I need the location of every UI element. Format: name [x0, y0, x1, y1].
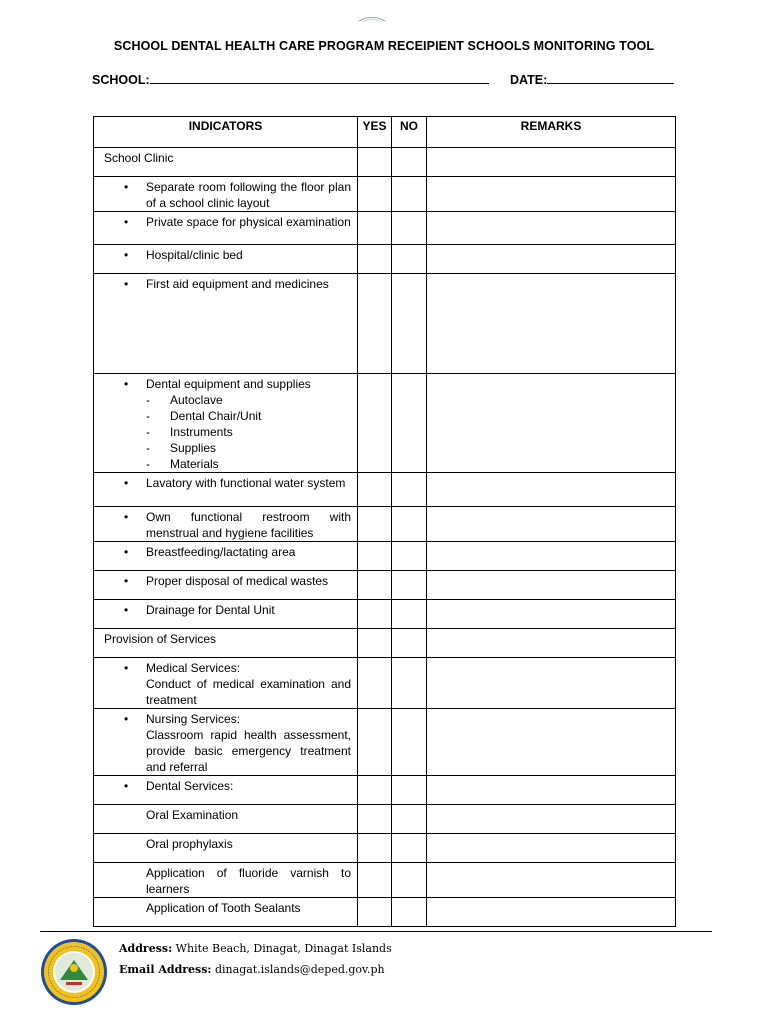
- remarks-cell[interactable]: [427, 658, 676, 709]
- indicator-text: Medical Services:: [146, 661, 241, 675]
- no-cell[interactable]: [392, 898, 427, 927]
- remarks-cell[interactable]: [427, 805, 676, 834]
- yes-cell[interactable]: [358, 805, 392, 834]
- bullet-icon: •: [124, 377, 129, 391]
- bullet-icon: •: [124, 248, 129, 262]
- indicator-text: Private space for physical examination: [146, 215, 351, 229]
- bullet-icon: •: [124, 476, 129, 490]
- no-cell[interactable]: [392, 658, 427, 709]
- table-row: [94, 148, 676, 177]
- table-header-row: [94, 117, 676, 148]
- indicator-text: Application of fluoride varnish to learners: [146, 866, 351, 896]
- remarks-cell[interactable]: [427, 542, 676, 571]
- table-row: [94, 776, 676, 805]
- remarks-cell[interactable]: [427, 863, 676, 898]
- remarks-cell[interactable]: [427, 629, 676, 658]
- yes-cell[interactable]: [358, 571, 392, 600]
- school-blank-line[interactable]: [150, 72, 489, 84]
- table-row: [94, 507, 676, 542]
- address-label: Address:: [119, 942, 173, 955]
- indicator-text: Breastfeeding/lactating area: [146, 545, 296, 559]
- no-cell[interactable]: [392, 805, 427, 834]
- bullet-icon: •: [124, 712, 129, 726]
- table-row: [94, 600, 676, 629]
- table-row: [94, 212, 676, 245]
- table-row: [94, 245, 676, 274]
- indicator-text: Nursing Services:: [146, 712, 241, 726]
- table-row: [94, 374, 676, 473]
- table-row: [94, 571, 676, 600]
- header-remarks: REMARKS: [427, 117, 676, 148]
- indicator-text: Own functional restroom with menstrual and hygiene facilities: [146, 510, 351, 540]
- table-row: [94, 709, 676, 776]
- email-value[interactable]: dinagat.islands@deped.gov.ph: [215, 963, 385, 976]
- sub-item: - Supplies: [146, 441, 217, 455]
- indicator-text: Oral Examination: [146, 808, 239, 822]
- remarks-cell[interactable]: [427, 600, 676, 629]
- sub-item: - Autoclave: [146, 393, 223, 407]
- yes-cell[interactable]: [358, 600, 392, 629]
- yes-cell[interactable]: [358, 274, 392, 374]
- no-cell[interactable]: [392, 834, 427, 863]
- footer-divider: [40, 931, 712, 932]
- table-row: [94, 177, 676, 212]
- indicator-text: Drainage for Dental Unit: [146, 603, 275, 617]
- date-label: DATE:: [510, 73, 548, 87]
- remarks-cell[interactable]: [427, 148, 676, 177]
- no-cell[interactable]: [392, 212, 427, 245]
- no-cell[interactable]: [392, 245, 427, 274]
- bullet-icon: •: [124, 603, 129, 617]
- date-blank-line[interactable]: [547, 72, 674, 84]
- no-cell[interactable]: [392, 473, 427, 507]
- indicator-detail: Conduct of medical examination and treatment: [146, 677, 351, 707]
- bullet-icon: •: [124, 510, 129, 524]
- yes-cell[interactable]: [358, 374, 392, 473]
- yes-cell[interactable]: [358, 148, 392, 177]
- sub-item: - Instruments: [146, 425, 233, 439]
- no-cell[interactable]: [392, 274, 427, 374]
- footer-email: [119, 963, 385, 976]
- school-field[interactable]: [92, 72, 489, 87]
- section-provision-of-services: Provision of Services: [104, 632, 217, 646]
- header-yes: YES: [358, 117, 392, 148]
- no-cell[interactable]: [392, 863, 427, 898]
- table-row: [94, 542, 676, 571]
- date-field[interactable]: [510, 72, 674, 87]
- table-row: [94, 274, 676, 374]
- document-title: SCHOOL DENTAL HEALTH CARE PROGRAM RECEIPIENT SCHOOLS MONITORING TOOL: [113, 39, 655, 53]
- remarks-cell[interactable]: [427, 212, 676, 245]
- yes-cell[interactable]: [358, 245, 392, 274]
- remarks-cell[interactable]: [427, 571, 676, 600]
- no-cell[interactable]: [392, 629, 427, 658]
- table-row: [94, 473, 676, 507]
- remarks-cell[interactable]: [427, 245, 676, 274]
- sub-item: - Materials: [146, 457, 219, 471]
- table-row: [94, 629, 676, 658]
- yes-cell[interactable]: [358, 776, 392, 805]
- yes-cell[interactable]: [358, 863, 392, 898]
- yes-cell[interactable]: [358, 629, 392, 658]
- monitoring-table: [93, 116, 676, 927]
- indicator-text: Proper disposal of medical wastes: [146, 574, 329, 588]
- yes-cell[interactable]: [358, 177, 392, 212]
- indicator-text: Separate room following the floor plan of a school clinic layout: [146, 180, 351, 210]
- no-cell[interactable]: [392, 571, 427, 600]
- yes-cell[interactable]: [358, 834, 392, 863]
- remarks-cell[interactable]: [427, 898, 676, 927]
- remarks-cell[interactable]: [427, 473, 676, 507]
- indicator-text: Oral prophylaxis: [146, 837, 233, 851]
- bullet-icon: •: [124, 180, 129, 194]
- indicator-text: First aid equipment and medicines: [146, 277, 329, 291]
- bullet-icon: •: [124, 215, 129, 229]
- yes-cell[interactable]: [358, 542, 392, 571]
- yes-cell[interactable]: [358, 658, 392, 709]
- address-value: White Beach, Dinagat, Dinagat Islands: [175, 942, 392, 955]
- table-row: [94, 898, 676, 927]
- remarks-cell[interactable]: [427, 374, 676, 473]
- yes-cell[interactable]: [358, 212, 392, 245]
- indicator-text: Application of Tooth Sealants: [146, 901, 301, 915]
- no-cell[interactable]: [392, 507, 427, 542]
- bullet-icon: •: [124, 277, 129, 291]
- deped-seal-icon: [40, 938, 108, 1006]
- email-label: Email Address:: [119, 963, 212, 976]
- no-cell[interactable]: [392, 177, 427, 212]
- sub-item: - Dental Chair/Unit: [146, 409, 262, 423]
- bullet-icon: •: [124, 574, 129, 588]
- table-row: [94, 863, 676, 898]
- header-indicators: INDICATORS: [94, 117, 358, 148]
- header-emblem-icon: [357, 14, 387, 24]
- remarks-cell[interactable]: [427, 776, 676, 805]
- footer-address: [119, 942, 392, 955]
- section-school-clinic: School Clinic: [104, 151, 174, 165]
- no-cell[interactable]: [392, 776, 427, 805]
- remarks-cell[interactable]: [427, 507, 676, 542]
- yes-cell[interactable]: [358, 507, 392, 542]
- remarks-cell[interactable]: [427, 177, 676, 212]
- table-row: [94, 658, 676, 709]
- remarks-cell[interactable]: [427, 709, 676, 776]
- bullet-icon: •: [124, 779, 129, 793]
- yes-cell[interactable]: [358, 473, 392, 507]
- indicator-text: Dental equipment and supplies: [146, 377, 311, 391]
- table-row: [94, 805, 676, 834]
- indicator-detail: Classroom rapid health assessment, provide basic emergency treatment and referral: [146, 728, 351, 774]
- yes-cell[interactable]: [358, 898, 392, 927]
- indicator-text: Hospital/clinic bed: [146, 248, 243, 262]
- no-cell[interactable]: [392, 542, 427, 571]
- yes-cell[interactable]: [358, 709, 392, 776]
- indicator-text: Dental Services:: [146, 779, 234, 793]
- remarks-cell[interactable]: [427, 274, 676, 374]
- remarks-cell[interactable]: [427, 834, 676, 863]
- no-cell[interactable]: [392, 148, 427, 177]
- indicator-text: Lavatory with functional water system: [146, 476, 346, 490]
- bullet-icon: •: [124, 545, 129, 559]
- no-cell[interactable]: [392, 600, 427, 629]
- school-label: SCHOOL:: [92, 73, 150, 87]
- no-cell[interactable]: [392, 709, 427, 776]
- no-cell[interactable]: [392, 374, 427, 473]
- header-no: NO: [392, 117, 427, 148]
- bullet-icon: •: [124, 661, 129, 675]
- table-row: [94, 834, 676, 863]
